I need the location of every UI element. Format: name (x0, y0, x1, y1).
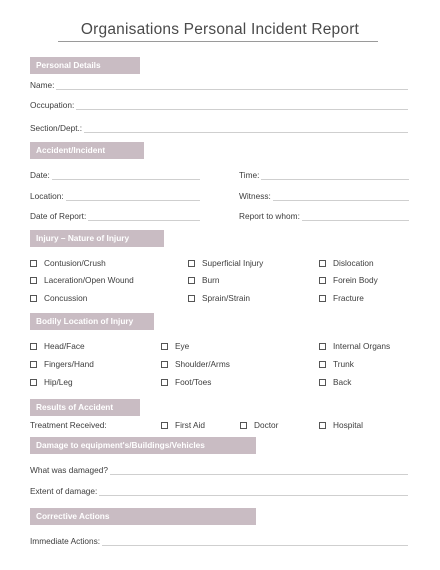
occupation-label: Occupation: (30, 100, 75, 110)
occupation-input-line[interactable] (76, 99, 408, 110)
checkbox-icon[interactable] (319, 277, 326, 284)
time-field[interactable] (239, 167, 409, 180)
injury-option-label: Sprain/Strain (202, 293, 250, 303)
injury-option[interactable] (30, 274, 134, 286)
injury-option[interactable] (188, 257, 263, 269)
body-location-option[interactable] (161, 358, 230, 370)
body-location-label: Eye (175, 341, 190, 351)
date-of-report-field[interactable] (30, 208, 200, 221)
checkbox-icon[interactable] (319, 343, 326, 350)
body-location-option[interactable] (30, 376, 73, 388)
checkbox-icon[interactable] (30, 295, 37, 302)
injury-option-label: Forein Body (333, 275, 378, 285)
injury-option-label: Burn (202, 275, 220, 285)
report-to-whom-field[interactable] (239, 208, 409, 221)
immediate-actions-field[interactable] (30, 533, 408, 546)
checkbox-icon[interactable] (319, 379, 326, 386)
occupation-field[interactable] (30, 97, 408, 110)
what-damaged-input-line[interactable] (110, 464, 408, 475)
section-damage: Damage to equipment's/Buildings/Vehicles (30, 437, 256, 454)
section-results-of-accident: Results of Accident (30, 399, 140, 416)
report-to-whom-label: Report to whom: (239, 211, 300, 221)
body-location-label: Back (333, 377, 352, 387)
injury-option-label: Superficial Injury (202, 258, 264, 268)
report-to-whom-input-line[interactable] (302, 210, 409, 221)
section-accident-incident: Accident/Incident (30, 142, 144, 159)
date-of-report-label: Date of Report: (30, 211, 87, 221)
checkbox-icon[interactable] (161, 343, 168, 350)
body-location-option[interactable] (319, 340, 390, 352)
body-location-option[interactable] (30, 358, 94, 370)
page-title: Organisations Personal Incident Report (80, 21, 360, 38)
time-label: Time: (239, 170, 260, 180)
checkbox-icon[interactable] (161, 422, 168, 429)
witness-input-line[interactable] (273, 190, 409, 201)
treatment-option[interactable] (161, 419, 205, 431)
body-location-label: Head/Face (44, 341, 85, 351)
witness-label: Witness: (239, 191, 271, 201)
section-nature-of-injury: Injury – Nature of Injury (30, 230, 164, 247)
body-location-option[interactable] (161, 340, 189, 352)
treatment-option-label: First Aid (175, 420, 205, 430)
section-personal-details: Personal Details (30, 57, 140, 74)
title-underline (58, 41, 378, 42)
section-dept-field[interactable] (30, 120, 408, 133)
treatment-option[interactable] (240, 419, 278, 431)
date-input-line[interactable] (52, 169, 200, 180)
section-dept-input-line[interactable] (84, 122, 408, 133)
location-input-line[interactable] (66, 190, 200, 201)
injury-option-label: Laceration/Open Wound (44, 275, 134, 285)
what-damaged-field[interactable] (30, 462, 408, 475)
date-of-report-input-line[interactable] (88, 210, 200, 221)
location-field[interactable] (30, 188, 200, 201)
body-location-option[interactable] (319, 358, 354, 370)
injury-option[interactable] (319, 292, 364, 304)
injury-option[interactable] (188, 274, 220, 286)
injury-option-label: Dislocation (333, 258, 374, 268)
injury-option-label: Concussion (44, 293, 88, 303)
extent-damage-label: Extent of damage: (30, 486, 98, 496)
immediate-actions-label: Immediate Actions: (30, 536, 101, 546)
body-location-label: Trunk (333, 359, 354, 369)
injury-option-label: Fracture (333, 293, 364, 303)
date-field[interactable] (30, 167, 200, 180)
body-location-option[interactable] (319, 376, 351, 388)
checkbox-icon[interactable] (188, 295, 195, 302)
injury-option[interactable] (30, 292, 87, 304)
checkbox-icon[interactable] (319, 295, 326, 302)
name-field[interactable] (30, 77, 408, 90)
treatment-option-label: Hospital (333, 420, 363, 430)
checkbox-icon[interactable] (161, 361, 168, 368)
injury-option-label: Contusion/Crush (44, 258, 106, 268)
treatment-option[interactable] (319, 419, 363, 431)
section-corrective-actions: Corrective Actions (30, 508, 256, 525)
body-location-label: Fingers/Hand (44, 359, 94, 369)
injury-option[interactable] (188, 292, 250, 304)
injury-option[interactable] (319, 257, 374, 269)
extent-damage-field[interactable] (30, 483, 408, 496)
checkbox-icon[interactable] (240, 422, 247, 429)
body-location-option[interactable] (161, 376, 211, 388)
immediate-actions-input-line[interactable] (102, 535, 408, 546)
body-location-label: Shoulder/Arms (175, 359, 230, 369)
checkbox-icon[interactable] (161, 379, 168, 386)
checkbox-icon[interactable] (30, 343, 37, 350)
checkbox-icon[interactable] (30, 361, 37, 368)
checkbox-icon[interactable] (319, 361, 326, 368)
what-damaged-label: What was damaged? (30, 465, 108, 475)
body-location-label: Foot/Toes (175, 377, 212, 387)
body-location-label: Hip/Leg (44, 377, 73, 387)
treatment-option-label: Doctor (254, 420, 279, 430)
checkbox-icon[interactable] (319, 422, 326, 429)
checkbox-icon[interactable] (188, 277, 195, 284)
body-location-label: Internal Organs (333, 341, 391, 351)
injury-option[interactable] (30, 257, 106, 269)
treatment-received-label: Treatment Received: (30, 420, 107, 430)
body-location-option[interactable] (30, 340, 85, 352)
injury-option[interactable] (319, 274, 378, 286)
checkbox-icon[interactable] (188, 260, 195, 267)
checkbox-icon[interactable] (30, 260, 37, 267)
date-label: Date: (30, 170, 50, 180)
location-label: Location: (30, 191, 64, 201)
section-dept-label: Section/Dept.: (30, 123, 83, 133)
witness-field[interactable] (239, 188, 409, 201)
extent-damage-input-line[interactable] (99, 485, 408, 496)
checkbox-icon[interactable] (319, 260, 326, 267)
checkbox-icon[interactable] (30, 277, 37, 284)
time-input-line[interactable] (261, 169, 409, 180)
checkbox-icon[interactable] (30, 379, 37, 386)
name-label: Name: (30, 80, 55, 90)
section-bodily-location: Bodily Location of Injury (30, 313, 154, 330)
name-input-line[interactable] (56, 79, 408, 90)
